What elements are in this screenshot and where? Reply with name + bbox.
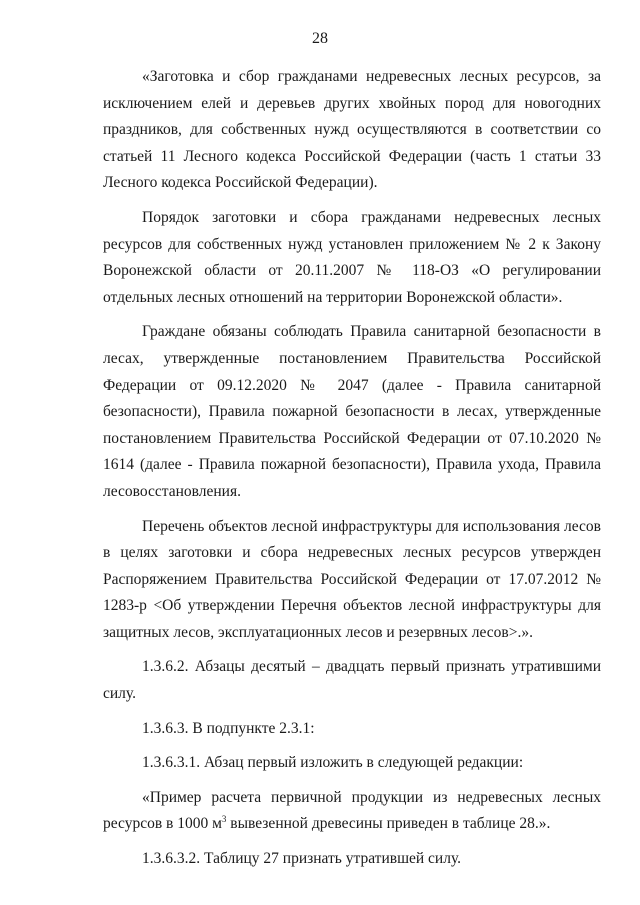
example-text-start: «Пример расчета первичной продукции из недревесных лесных ресурсов в 1000 м <box>103 788 601 833</box>
example-text-end: вывезенной древесины приведен в таблице 28.». <box>226 815 551 833</box>
paragraph-1-3-6-2: 1.3.6.2. Абзацы десятый – двадцать первый признать утратившими силу. <box>103 658 601 703</box>
page-number: 28 <box>312 30 328 47</box>
paragraph-calculation-example <box>103 785 601 838</box>
paragraph-forest-resources-intro: «Заготовка и сбор гражданами недревесных лесных ресурсов, за исключением елей и деревьев других хвойных пород для новогодних праздников, для собственных нужд осуществляются в соответствии со статьей 11 Лесного кодекса Российской Федерации (часть 1 статьи 33 Лесного кодекса Российской Федерации). <box>103 68 601 192</box>
paragraph-1-3-6-3-1: 1.3.6.3.1. Абзац первый изложить в следующей редакции: <box>142 754 524 772</box>
paragraph-procedure: Порядок заготовки и сбора гражданами недревесных лесных ресурсов для собственных нужд установлен приложением № 2 к Закону Воронежской области от 20.11.2007 № 118-ОЗ «О регулировании отдельных лесных отношений на территории Воронежской области». <box>103 208 601 306</box>
paragraph-1-3-6-3-2: 1.3.6.3.2. Таблицу 27 признать утратившей силу. <box>142 850 462 868</box>
paragraph-1-3-6-3: 1.3.6.3. В подпункте 2.3.1: <box>142 719 315 737</box>
paragraph-citizen-obligations: Граждане обязаны соблюдать Правила санитарной безопасности в лесах, утвержденные постановлением Правительства Российской Федерации от 09.12.2020 № 2047 (далее - Правила санитарной безопасности), Правила пожарной безопасности в лесах, утвержденные постановлением Правительства Российской Федерации от 07.10.2020 № 1614 (далее - Правила пожарной безопасности), Правила ухода, Правила лесовосстановления. <box>103 323 601 500</box>
cubic-superscript: 3 <box>221 814 227 825</box>
paragraph-infrastructure-list: Перечень объектов лесной инфраструктуры для использования лесов в целях заготовки и сбора недревесных лесных ресурсов утвержден Распоряжением Правительства Российской Федерации от 17.07.2012 № 1283-р <Об утверждении Перечня объектов лесной инфраструктуры для защитных лесов, эксплуатационных лесов и резервных лесов>.». <box>103 517 601 641</box>
document-body <box>103 64 601 881</box>
